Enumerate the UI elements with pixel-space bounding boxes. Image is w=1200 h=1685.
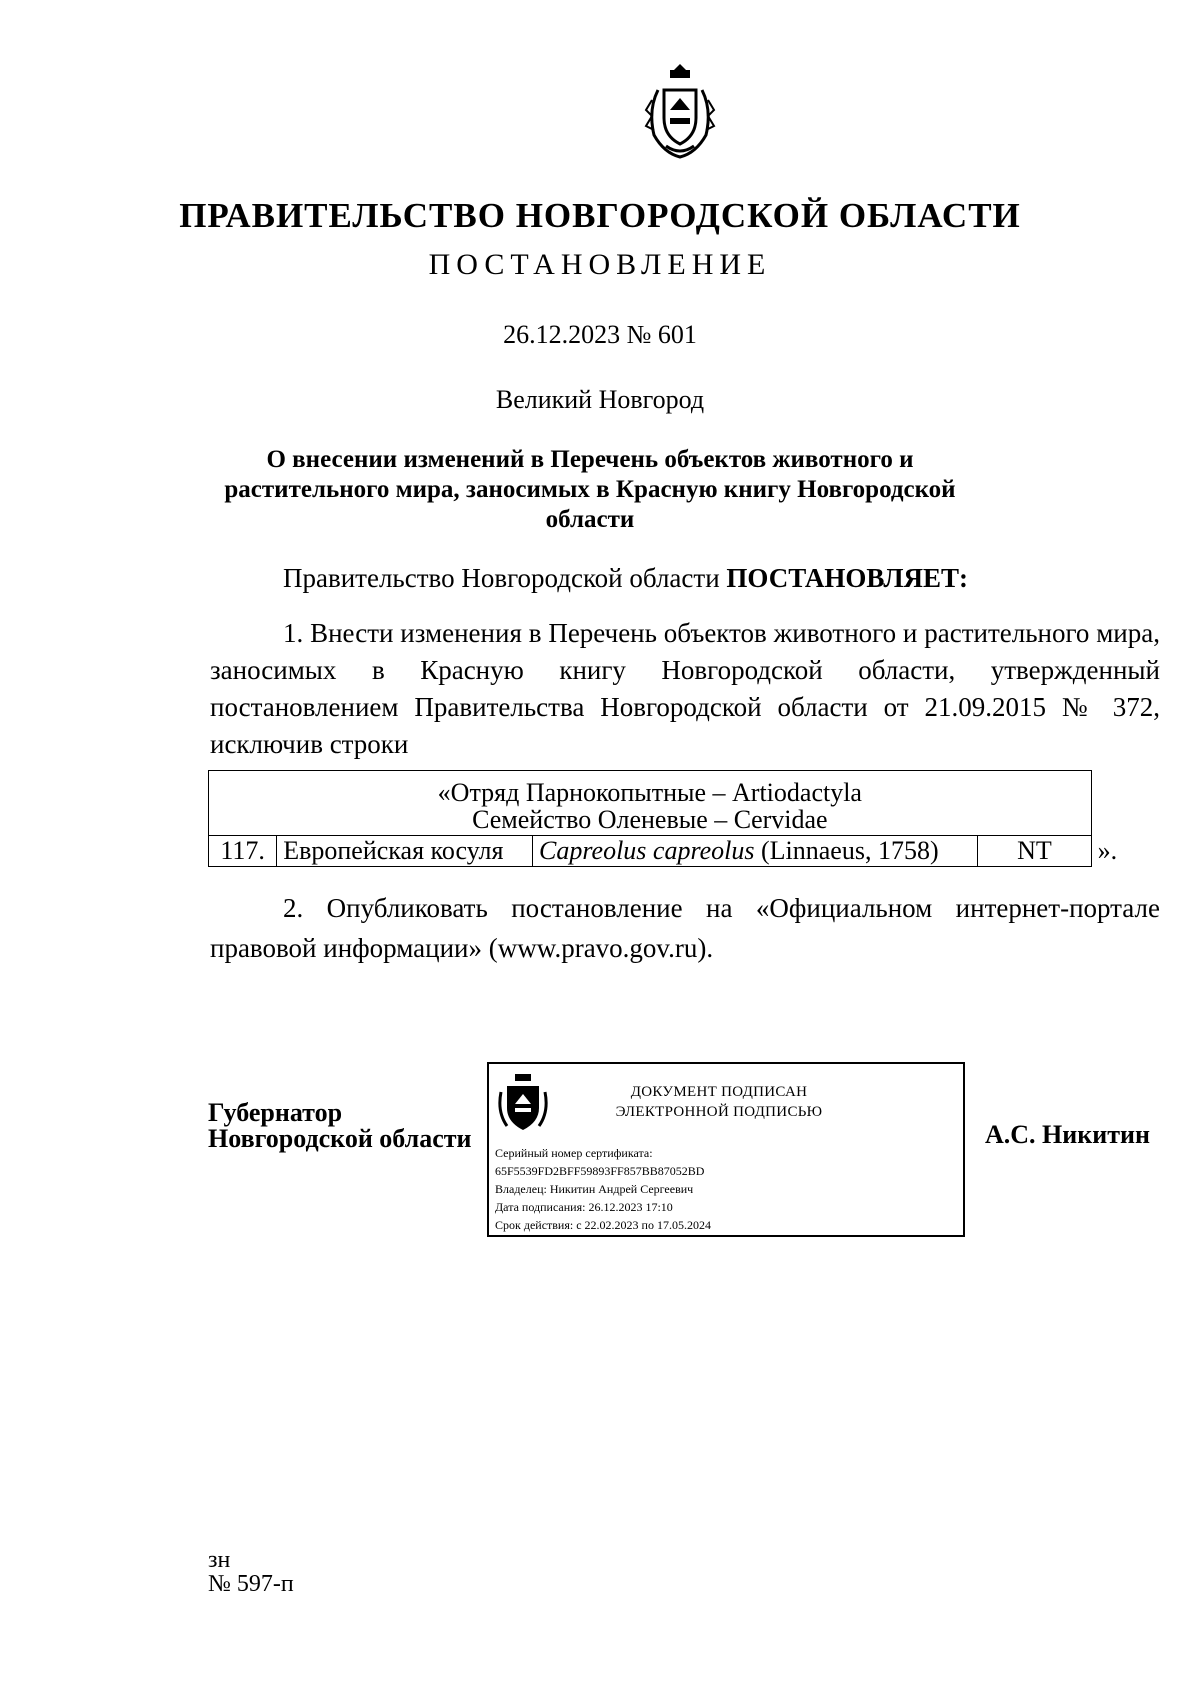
organization-title: ПРАВИТЕЛЬСТВО НОВГОРОДСКОЙ ОБЛАСТИ	[179, 196, 1021, 235]
coat-of-arms-icon	[640, 60, 720, 160]
reference-number: № 597-п	[208, 1571, 294, 1597]
footer	[208, 1548, 294, 1596]
table-header-row	[209, 771, 1134, 836]
closing-quote: ».	[1091, 836, 1133, 867]
stamp-title	[569, 1082, 869, 1122]
table-order-label: «Отряд Парнокопытные – Artiodactyla	[437, 778, 862, 807]
document-date-number: 26.12.2023 № 601	[503, 320, 697, 349]
paragraph-2: 2. Опубликовать постановление на «Официальном интернет-портале правовой информации» (www.pravo.gov.ru).	[210, 893, 1160, 963]
signatory-position-line1: Губернатор	[208, 1098, 343, 1127]
stamp-signed-date: Дата подписания: 26.12.2023 17:10	[495, 1200, 673, 1214]
intro-paragraph	[283, 563, 968, 594]
species-name-latin	[533, 836, 978, 867]
species-author: (Linnaeus, 1758)	[754, 836, 939, 865]
signer-name: А.С. Никитин	[985, 1120, 1150, 1149]
coat-of-arms-icon	[497, 1072, 549, 1134]
table-header-cell	[209, 771, 1092, 836]
table-row	[209, 836, 1134, 867]
stamp-serial: 65F5539FD2BFF59893FF857BB87052BD	[495, 1164, 705, 1178]
signatory-position	[208, 1100, 472, 1152]
species-category: NT	[978, 836, 1091, 867]
document-type: ПОСТАНОВЛЕНИЕ	[428, 248, 772, 281]
species-name-ru: Европейская косуля	[277, 836, 533, 867]
stamp-details	[495, 1144, 711, 1234]
stamp-title-line2: ЭЛЕКТРОННОЙ ПОДПИСЬЮ	[615, 1104, 823, 1120]
intro-text: Правительство Новгородской области	[283, 563, 727, 593]
paragraph-1: 1. Внести изменения в Перечень объектов животного и растительного мира, заносимых в Красную книгу Новгородской области, утвержденный постановлением Правительства Новгородской области от 21.09.2015 № 372, исключив строки	[210, 618, 1160, 759]
document-subject: О внесении изменений в Перечень объектов животного и растительного мира, заносимых в Красную книгу Новгородской области	[224, 446, 956, 533]
intro-keyword: ПОСТАНОВЛЯЕТ:	[726, 563, 968, 593]
stamp-validity: Срок действия: с 22.02.2023 по 17.05.2024	[495, 1218, 711, 1232]
species-table	[208, 770, 1133, 867]
row-number: 117.	[209, 836, 277, 867]
electronic-signature-stamp	[487, 1062, 965, 1237]
executor-initials: зн	[208, 1547, 231, 1573]
species-binomial: Capreolus capreolus	[539, 836, 755, 865]
stamp-owner: Владелец: Никитин Андрей Сергеевич	[495, 1182, 694, 1196]
stamp-serial-label: Серийный номер сертификата:	[495, 1146, 653, 1160]
document-city: Великий Новгород	[495, 385, 705, 414]
signatory-position-line2: Новгородской области	[208, 1124, 472, 1153]
table-family-label: Семейство Оленевые – Cervidae	[472, 805, 828, 834]
stamp-title-line1: ДОКУМЕНТ ПОДПИСАН	[630, 1084, 808, 1100]
